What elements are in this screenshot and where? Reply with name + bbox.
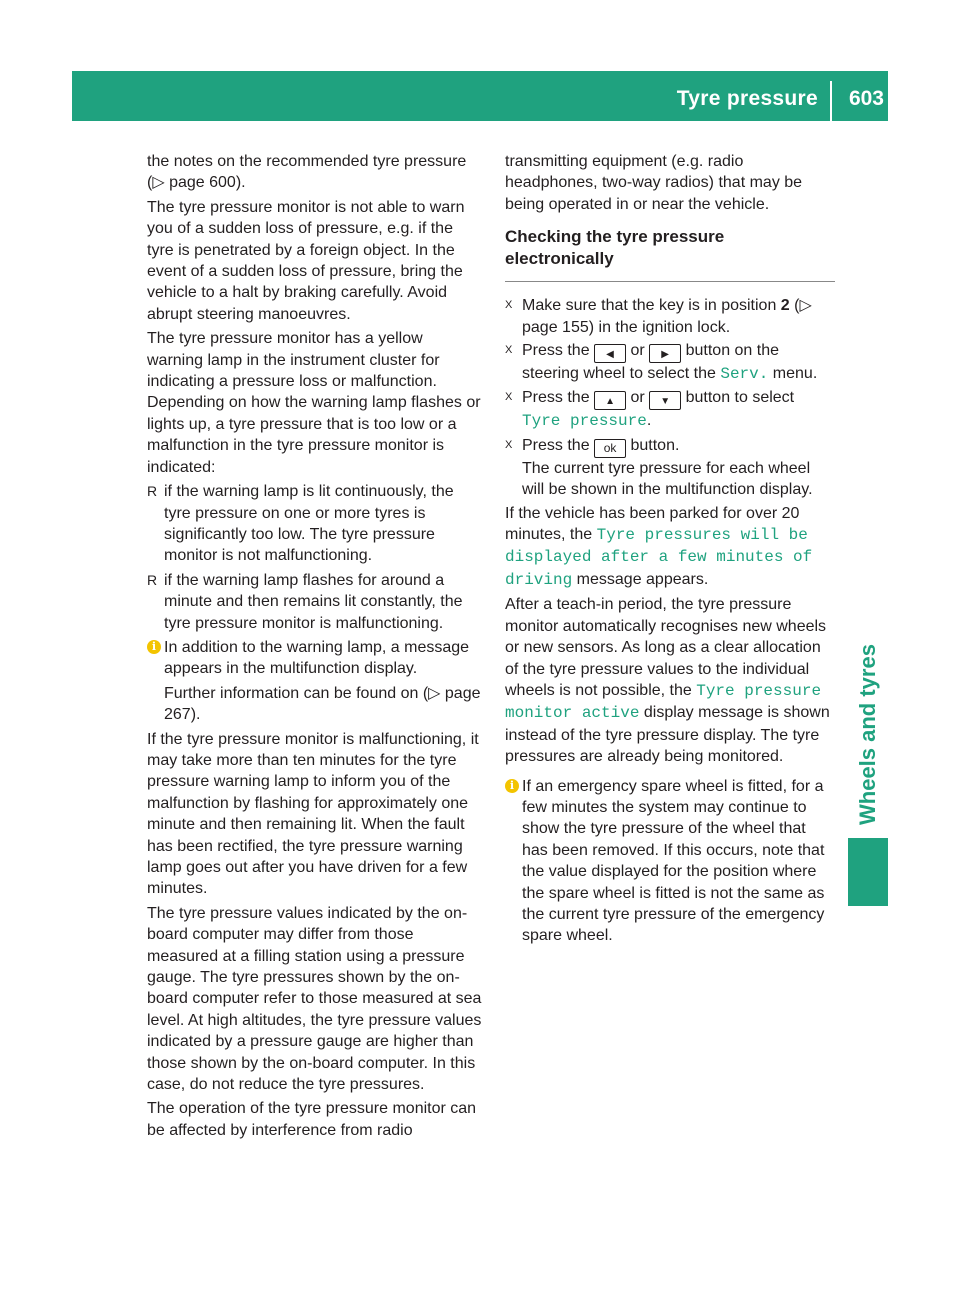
step-arrow-icon: X — [505, 438, 513, 451]
page-title: Tyre pressure — [676, 87, 818, 110]
heading-divider — [505, 281, 835, 282]
header-divider — [830, 81, 832, 121]
paragraph: The tyre pressure monitor is not able to warn you of a sudden loss of pressure, e.g. if the tyre is penetrated by a foreign object. In the event of a sudden loss of pressure, bring the vehicle to a halt by braking carefully. Avoid abrupt steering manoeuvres. — [147, 198, 465, 323]
instruction-step: X Make sure that the key is in position 2 (▷ page 155) in the ignition lock. — [505, 297, 812, 336]
paragraph: If the vehicle has been parked for over 20 minutes, the Tyre pressures will be displayed after a few minutes of driving message appears. — [505, 504, 813, 589]
left-column — [147, 151, 482, 1144]
list-item-text: if the warning lamp flashes for around a minute and then remains lit constantly, the tyre pressure monitor is malfunctioning. — [164, 571, 463, 632]
paragraph: If the tyre pressure monitor is malfunctioning, it may take more than ten minutes for the tyre pressure warning lamp to inform you of the malfunction by flashing for approximately one minute and then remaining lit. When the fault has been rectified, the tyre pressure warning lamp goes out after you have driven for a few minutes. — [147, 730, 479, 898]
right-column — [505, 151, 835, 950]
header-bar — [72, 71, 888, 121]
info-text: Further information can be found on (▷ page 267). — [164, 684, 481, 724]
step-result: The current tyre pressure for each wheel will be shown in the multifunction display. — [522, 459, 813, 499]
instruction-step: X Press the ▲ or ▼ button to select Tyre pressure. — [505, 389, 795, 431]
display-text: Tyre pressure — [522, 412, 647, 431]
ok-key-icon: ok — [594, 439, 626, 458]
list-item-text: if the warning lamp is lit continuously, the tyre pressure on one or more tyres is significantly too low. The tyre pressure monitor is not malfunctioning. — [164, 483, 454, 565]
section-heading: Checking the tyre pressure electronically — [505, 227, 725, 269]
paragraph: After a teach-in period, the tyre pressure monitor automatically recognises new wheels or new sensors. As long as a clear allocation of the tyre pressure values to the individual wheels is not possible, the Tyre pressure monitor active display message is shown instead of the tyre pressure display. The tyre pressures are already being monitored. — [505, 596, 830, 766]
display-text: Tyre pressures will be displayed after a few minutes of driving — [505, 526, 813, 589]
info-icon: i — [505, 779, 519, 793]
right-arrow-key-icon: ▶ — [649, 344, 681, 363]
bullet-icon: R — [147, 483, 158, 500]
section-marker — [848, 838, 888, 906]
info-note — [505, 776, 835, 947]
page-number: 603 — [848, 87, 884, 110]
list-item — [147, 481, 482, 567]
down-arrow-key-icon: ▼ — [649, 391, 681, 410]
paragraph: The tyre pressure values indicated by the on-board computer may differ from those measured at a filling station using a pressure gauge. The tyre pressures shown by the on-board computer refer to those measured at sea level. At high altitudes, the tyre pressure values indicated by a pressure gauge are higher than those shown by the on-board computer. In this case, do not reduce the tyre pressures. — [147, 904, 482, 1094]
info-note — [147, 637, 482, 726]
info-icon: i — [147, 640, 161, 654]
paragraph: The operation of the tyre pressure monitor can be affected by interference from radio — [147, 1100, 477, 1139]
up-arrow-key-icon: ▲ — [594, 391, 626, 410]
display-text: Tyre pressure monitor active — [505, 681, 822, 723]
instruction-step: X Press the ok button. The current tyre pressure for each wheel will be shown in the multifunction display. — [505, 436, 813, 499]
display-text: Serv. — [720, 365, 769, 384]
step-arrow-icon: X — [505, 344, 513, 357]
step-arrow-icon: X — [505, 391, 513, 404]
bullet-icon: R — [147, 571, 158, 588]
step-arrow-icon: X — [505, 299, 513, 312]
paragraph: The tyre pressure monitor has a yellow warning lamp in the instrument cluster for indicating a pressure loss or malfunction. Depending on how the warning lamp flashes or lights up, a tyre pressure that is too low or a malfunction in the tyre pressure monitor is indicated: — [147, 330, 481, 476]
section-tab[interactable] — [848, 595, 888, 825]
paragraph: the notes on the recommended tyre pressure (▷ page 600). — [147, 153, 467, 192]
info-text: In addition to the warning lamp, a message appears in the multifunction display. — [164, 638, 470, 678]
info-text: If an emergency spare wheel is fitted, for a few minutes the system may continue to show the tyre pressure of the wheel that has been removed. If this occurs, note that the value displayed for the position where the spare wheel is fitted is not the same as the current tyre pressure of the emergency spare wheel. — [522, 777, 825, 945]
paragraph: transmitting equipment (e.g. radio headphones, two-way radios) that may be being operated in or near the vehicle. — [505, 153, 803, 213]
list-item — [147, 570, 482, 634]
left-arrow-key-icon: ◀ — [594, 344, 626, 363]
instruction-step: X Press the ◀ or ▶ button on the steering wheel to select the Serv. menu. — [505, 342, 818, 384]
section-tab-label: Wheels and tyres — [855, 644, 880, 825]
